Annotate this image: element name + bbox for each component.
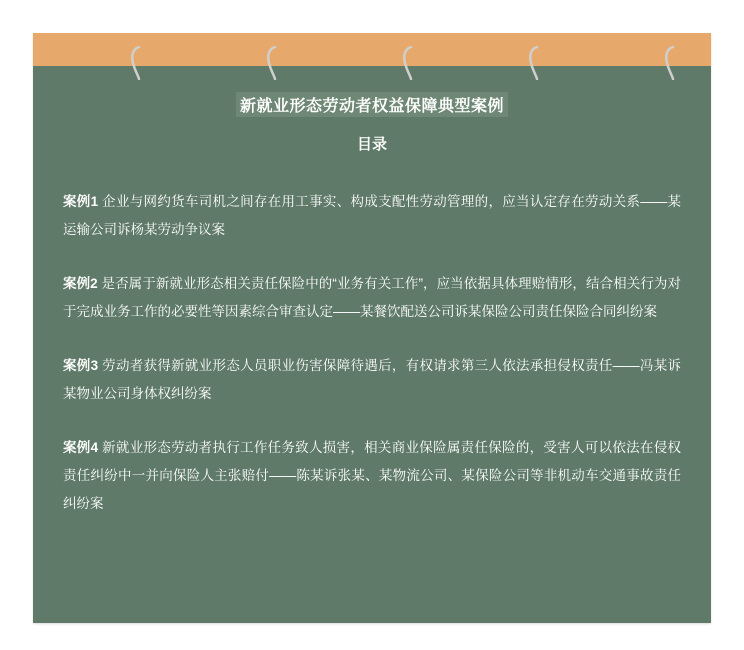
board-content [33,66,711,623]
case-number: 案例4 [63,440,99,455]
case-text: 新就业形态劳动者执行工作任务致人损害，相关商业保险属责任保险的，受害人可以依法在侵权责任纠纷中一并向保险人主张赔付——陈某诉张某、某物流公司、某保险公司等非机动车交通事故责任纠纷案 [63,440,681,511]
list-item [63,188,681,244]
page-title: 新就业形态劳动者权益保障典型案例 [236,92,508,117]
list-item [63,352,681,408]
case-number: 案例2 [63,276,98,291]
board-top-bar [33,33,711,66]
case-number: 案例3 [63,358,99,373]
toc-label: 目录 [356,136,387,153]
case-text: 劳动者获得新就业形态人员职业伤害保障待遇后，有权请求第三人依法承担侵权责任——冯某诉某物业公司身体权纠纷案 [63,358,682,401]
case-text: 是否属于新就业形态相关责任保险中的“业务有关工作”，应当依据具体理赔情形，结合相关行为对于完成业务工作的必要性等因素综合审查认定——某餐饮配送公司诉某保险公司责任保险合同纠纷案 [63,276,681,319]
case-text: 企业与网约货车司机之间存在用工事实、构成支配性劳动管理的，应当认定存在劳动关系——某运输公司诉杨某劳动争议案 [63,194,682,237]
case-number: 案例1 [63,194,99,209]
list-item [63,270,681,326]
list-item [63,434,681,518]
case-list [63,188,681,518]
notice-board [33,33,711,623]
title-row [63,92,681,117]
